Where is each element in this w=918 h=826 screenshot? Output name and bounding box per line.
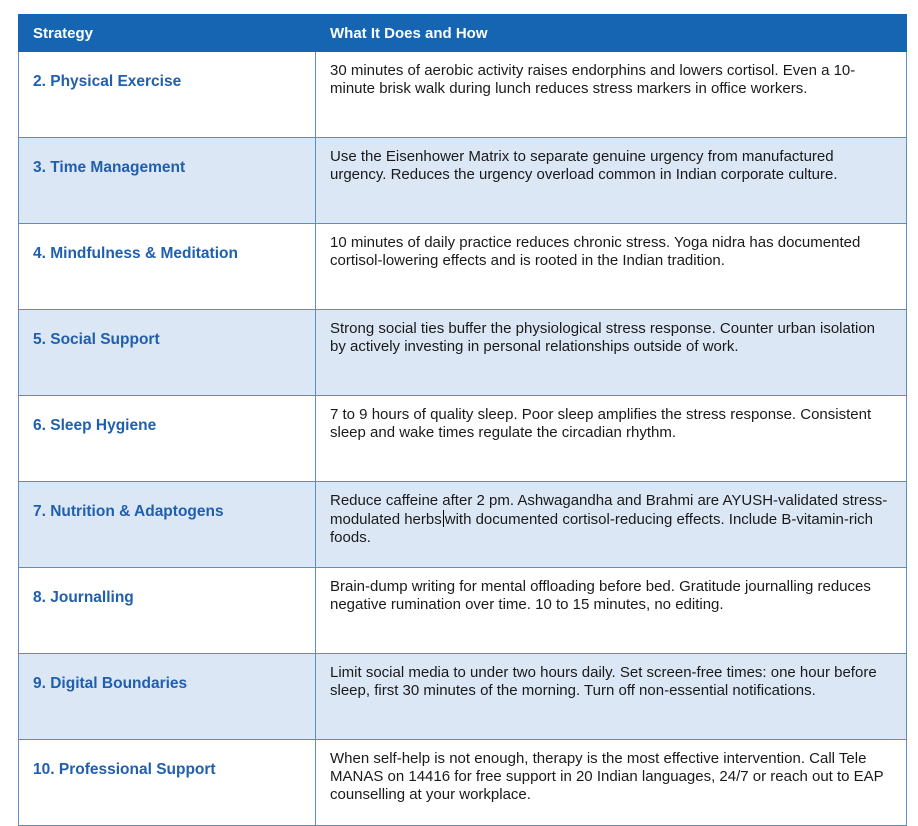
table-row — [19, 396, 907, 482]
text-cursor — [443, 510, 444, 527]
description-cell[interactable]: 10 minutes of daily practice reduces chronic stress. Yoga nidra has documented cortisol-lowering effects and is rooted in the Indian tradition. — [316, 224, 907, 310]
strategy-cell — [19, 568, 316, 654]
strategy-cell — [19, 52, 316, 138]
table-row — [19, 310, 907, 396]
strategy-label: 6. Sleep Hygiene — [33, 417, 157, 434]
table-row — [19, 740, 907, 826]
strategy-cell — [19, 310, 316, 396]
column-header-description: What It Does and How — [316, 15, 907, 52]
strategy-table — [18, 14, 907, 826]
description-text-after-cursor: with documented cortisol-reducing effects. Include B-vitamin-rich foods. — [330, 511, 873, 546]
strategy-cell — [19, 740, 316, 826]
strategy-label: 2. Physical Exercise — [33, 73, 182, 90]
column-header-strategy: Strategy — [19, 15, 316, 52]
table-row — [19, 224, 907, 310]
description-cell[interactable]: Brain-dump writing for mental offloading before bed. Gratitude journalling reduces negative rumination over time. 10 to 15 minutes, no editing. — [316, 568, 907, 654]
description-cell[interactable]: 7 to 9 hours of quality sleep. Poor sleep amplifies the stress response. Consistent sleep and wake times regulate the circadian rhythm. — [316, 396, 907, 482]
strategy-cell — [19, 224, 316, 310]
description-cell[interactable]: Strong social ties buffer the physiological stress response. Counter urban isolation by actively investing in personal relationships outside of work. — [316, 310, 907, 396]
strategy-label: 3. Time Management — [33, 159, 186, 176]
description-text-before-cursor: Reduce caffeine after 2 pm. Ashwagandha and Brahmi are AYUSH-validated stress-modulated herbs — [330, 492, 888, 528]
table-row — [19, 482, 907, 568]
strategy-label: 8. Journalling — [33, 589, 134, 606]
strategy-label: 5. Social Support — [33, 331, 160, 348]
description-cell[interactable]: When self-help is not enough, therapy is the most effective intervention. Call Tele MANAS on 14416 for free support in 20 Indian languages, 24/7 or reach out to EAP counselling at your workplace. — [316, 740, 907, 826]
table-row — [19, 138, 907, 224]
description-cell[interactable]: Limit social media to under two hours daily. Set screen-free times: one hour before sleep, first 30 minutes of the morning. Turn off non-essential notifications. — [316, 654, 907, 740]
strategy-label: 9. Digital Boundaries — [33, 675, 188, 692]
strategy-cell — [19, 138, 316, 224]
table-row — [19, 568, 907, 654]
strategy-cell — [19, 482, 316, 568]
description-cell[interactable]: 30 minutes of aerobic activity raises endorphins and lowers cortisol. Even a 10-minute brisk walk during lunch reduces stress markers in office workers. — [316, 52, 907, 138]
strategy-cell — [19, 396, 316, 482]
strategy-label: 10. Professional Support — [33, 761, 216, 778]
table-row — [19, 654, 907, 740]
strategy-label: 7. Nutrition & Adaptogens — [33, 503, 224, 520]
strategy-label: 4. Mindfulness & Meditation — [33, 245, 238, 262]
strategy-cell — [19, 654, 316, 740]
table-header-row — [19, 15, 907, 52]
description-cell[interactable] — [316, 482, 907, 568]
table-row — [19, 52, 907, 138]
description-cell[interactable]: Use the Eisenhower Matrix to separate genuine urgency from manufactured urgency. Reduces the urgency overload common in Indian corporate culture. — [316, 138, 907, 224]
